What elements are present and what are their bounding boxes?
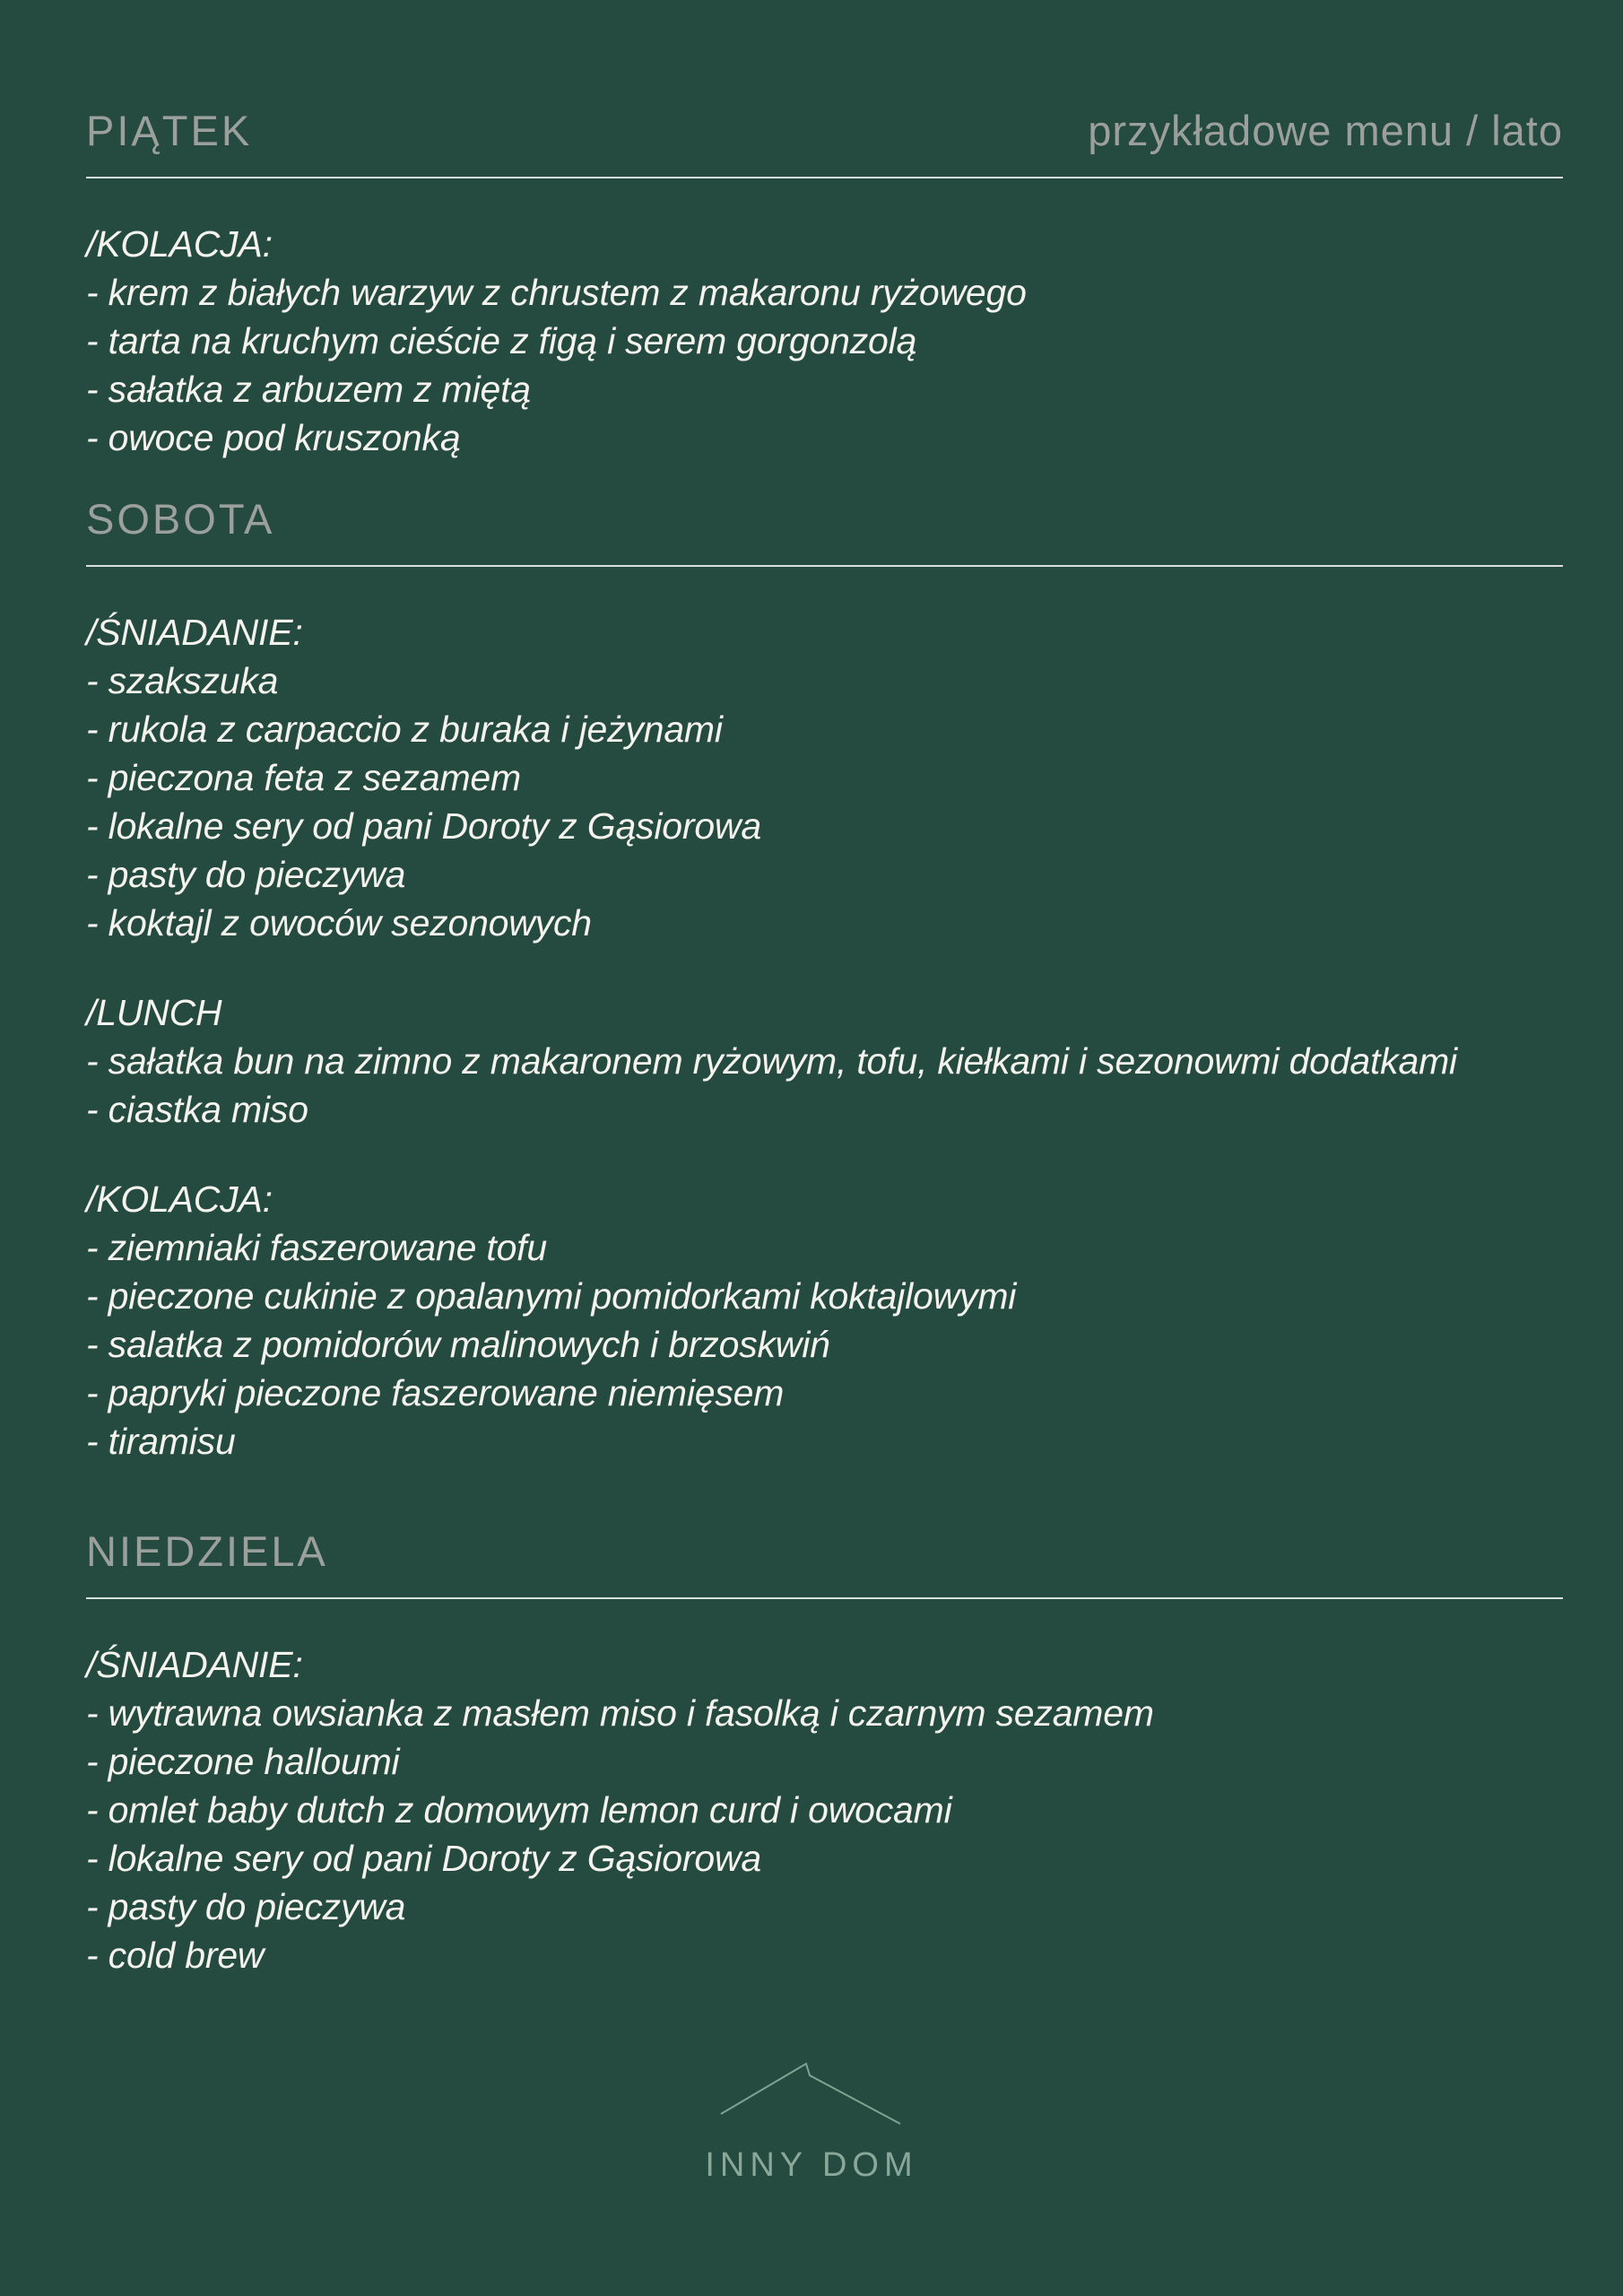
menu-item: - szakszuka: [86, 657, 1563, 705]
meal-section: [86, 988, 1563, 1134]
menu-item: - pieczona feta z sezamem: [86, 753, 1563, 802]
meal-sections: [86, 220, 1563, 462]
meal-section: [86, 608, 1563, 947]
menu-item: - sałatka bun na zimno z makaronem ryżowym, tofu, kiełkami i sezonowmi dodatkami: [86, 1037, 1563, 1085]
footer-logo: [0, 2062, 1623, 2182]
meal-title: /ŚNIADANIE:: [86, 1644, 303, 1685]
day-header-row: [86, 495, 1563, 543]
divider-line: [86, 565, 1563, 567]
menu-item: - rukola z carpaccio z buraka i jeżynami: [86, 705, 1563, 753]
meal-sections: [86, 1640, 1563, 1979]
menu-item: - omlet baby dutch z domowym lemon curd i owocami: [86, 1786, 1563, 1834]
menu-item: - papryki pieczone faszerowane niemięsem: [86, 1369, 1563, 1417]
meal-title: /ŚNIADANIE:: [86, 612, 303, 653]
meal-title: /LUNCH: [86, 992, 222, 1033]
meal-title: /KOLACJA:: [86, 223, 273, 265]
logo-text: INNY DOM: [705, 2146, 918, 2184]
day-section-niedziela: [86, 1527, 1563, 1979]
menu-item: - pieczone halloumi: [86, 1737, 1563, 1786]
house-roof-icon: [720, 2062, 903, 2126]
menu-item: - salatka z pomidorów malinowych i brzoskwiń: [86, 1320, 1563, 1369]
menu-item: - sałatka z arbuzem z miętą: [86, 365, 1563, 413]
day-header-row: [86, 109, 1563, 152]
divider-line: [86, 177, 1563, 178]
day-header-row: [86, 1527, 1563, 1575]
divider-line: [86, 1597, 1563, 1599]
menu-item: - lokalne sery od pani Doroty z Gąsiorowa: [86, 802, 1563, 850]
day-section-sobota: [86, 495, 1563, 1465]
day-section-piatek: [86, 109, 1563, 462]
menu-item: - krem z białych warzyw z chrustem z makaronu ryżowego: [86, 268, 1563, 317]
meal-section: [86, 220, 1563, 462]
menu-item: - ciastka miso: [86, 1085, 1563, 1134]
menu-item: - pieczone cukinie z opalanymi pomidorkami koktajlowymi: [86, 1272, 1563, 1320]
menu-item: - pasty do pieczywa: [86, 1883, 1563, 1931]
menu-item: - owoce pod kruszonką: [86, 413, 1563, 462]
day-title: NIEDZIELA: [86, 1527, 328, 1575]
menu-item: - koktajl z owoców sezonowych: [86, 899, 1563, 947]
day-title: SOBOTA: [86, 495, 275, 543]
menu-item: - wytrawna owsianka z masłem miso i fasolką i czarnym sezamem: [86, 1689, 1563, 1737]
meal-title: /KOLACJA:: [86, 1178, 273, 1220]
menu-item: - lokalne sery od pani Doroty z Gąsiorowa: [86, 1834, 1563, 1883]
menu-subtitle: przykładowe menu / lato: [1088, 107, 1563, 154]
menu-item: - ziemniaki faszerowane tofu: [86, 1223, 1563, 1272]
meal-section: [86, 1640, 1563, 1979]
menu-item: - cold brew: [86, 1931, 1563, 1979]
meal-sections: [86, 608, 1563, 1465]
menu-item: - tarta na kruchym cieście z figą i serem gorgonzolą: [86, 317, 1563, 365]
menu-item: - pasty do pieczywa: [86, 850, 1563, 899]
meal-section: [86, 1175, 1563, 1465]
day-title: PIĄTEK: [86, 107, 253, 154]
menu-item: - tiramisu: [86, 1417, 1563, 1465]
